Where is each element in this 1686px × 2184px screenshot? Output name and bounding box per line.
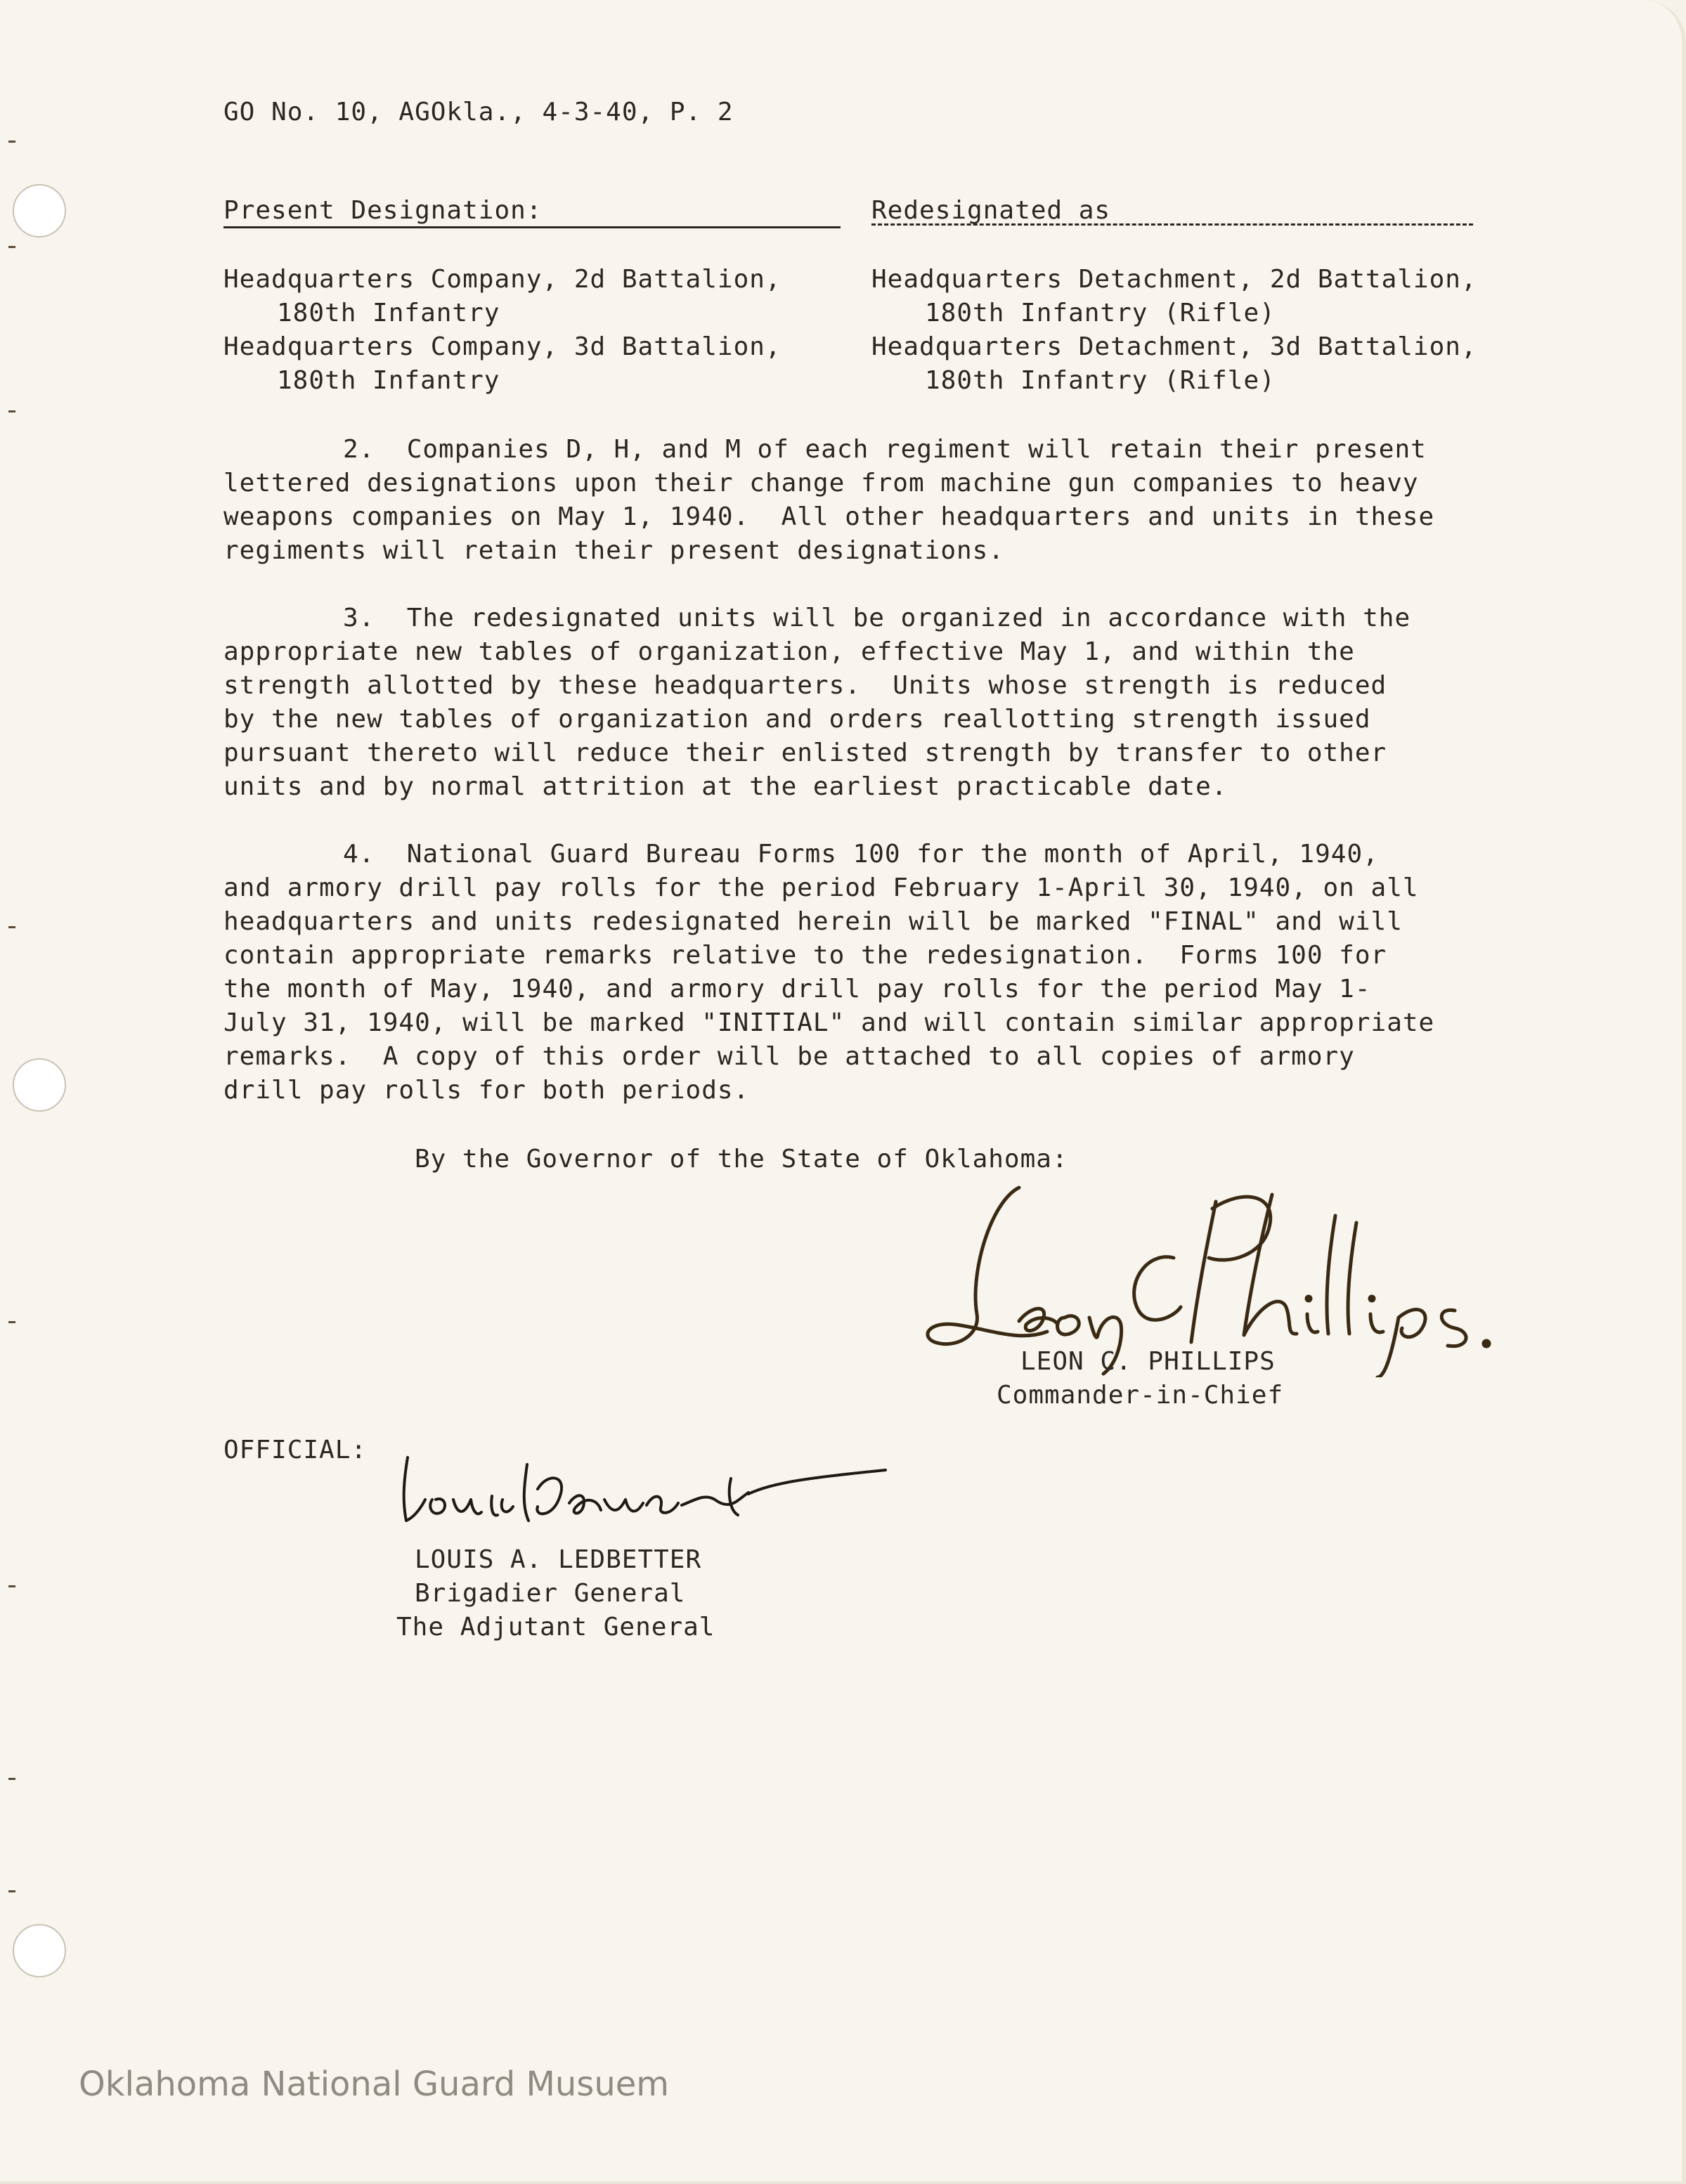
- margin-speck: [8, 1890, 15, 1892]
- adjutant-rank: Brigadier General: [415, 1579, 686, 1608]
- margin-speck: [8, 1778, 15, 1780]
- page-header: GO No. 10, AGOkla., 4-3-40, P. 2: [223, 98, 734, 126]
- present-designation-line: Headquarters Company, 3d Battalion,: [223, 332, 782, 361]
- margin-speck: [8, 926, 15, 928]
- paragraph-line: pursuant thereto will reduce their enlisted strength by transfer to other: [223, 739, 1387, 767]
- redesignated-line: Headquarters Detachment, 3d Battalion,: [871, 332, 1477, 361]
- paragraph-line: the month of May, 1940, and armory drill pay rolls for the period May 1-: [223, 975, 1371, 1003]
- paragraph-line: units and by normal attrition at the earliest practicable date.: [223, 772, 1228, 801]
- paragraph-line: July 31, 1940, will be marked "INITIAL" and will contain similar appropriate: [223, 1008, 1435, 1037]
- binder-hole-bottom: [13, 1924, 66, 1977]
- governor-name: LEON C. PHILLIPS: [1020, 1347, 1276, 1376]
- present-designation-line: Headquarters Company, 2d Battalion,: [223, 265, 782, 294]
- paragraph-line: headquarters and units redesignated herein will be marked "FINAL" and will: [223, 907, 1403, 936]
- by-governor-line: By the Governor of the State of Oklahoma:: [415, 1145, 1068, 1174]
- margin-speck: [8, 1321, 15, 1323]
- binder-hole-top: [13, 184, 66, 238]
- paragraph-line: 4. National Guard Bureau Forms 100 for the month of April, 1940,: [343, 840, 1379, 869]
- museum-watermark: Oklahoma National Guard Musuem: [79, 2065, 670, 2104]
- column-heading-present-underline: [223, 226, 841, 228]
- paragraph-line: drill pay rolls for both periods.: [223, 1076, 750, 1105]
- adjutant-name: LOUIS A. LEDBETTER: [415, 1545, 702, 1574]
- paragraph-line: and armory drill pay rolls for the period February 1-April 30, 1940, on all: [223, 873, 1419, 902]
- present-designation-line: 180th Infantry: [277, 366, 500, 395]
- margin-speck: [8, 1585, 15, 1587]
- margin-speck: [8, 141, 15, 143]
- adjutant-title: The Adjutant General: [396, 1613, 715, 1642]
- binder-hole-middle: [13, 1058, 66, 1112]
- paragraph-line: lettered designations upon their change from machine gun companies to heavy: [223, 469, 1419, 498]
- column-heading-redesignated: Redesignated as: [871, 196, 1111, 225]
- paragraph-line: appropriate new tables of organization, effective May 1, and within the: [223, 637, 1355, 666]
- redesignated-line: 180th Infantry (Rifle): [925, 366, 1276, 395]
- column-heading-redesignated-underline: [871, 223, 1473, 226]
- column-heading-present: Present Designation:: [223, 196, 543, 225]
- present-designation-line: 180th Infantry: [277, 299, 500, 327]
- paragraph-line: weapons companies on May 1, 1940. All other headquarters and units in these: [223, 502, 1435, 531]
- margin-speck: [8, 246, 15, 248]
- paragraph-line: strength allotted by these headquarters. Units whose strength is reduced: [223, 671, 1387, 700]
- paragraph-line: remarks. A copy of this order will be attached to all copies of armory: [223, 1042, 1355, 1071]
- governor-title: Commander-in-Chief: [997, 1381, 1284, 1410]
- paragraph-line: contain appropriate remarks relative to the redesignation. Forms 100 for: [223, 941, 1387, 970]
- margin-speck: [8, 410, 15, 412]
- adjutant-signature: [394, 1450, 900, 1535]
- paragraph-line: 2. Companies D, H, and M of each regiment will retain their present: [343, 435, 1427, 464]
- redesignated-line: Headquarters Detachment, 2d Battalion,: [871, 265, 1477, 294]
- redesignated-line: 180th Infantry (Rifle): [925, 299, 1276, 327]
- official-label: OFFICIAL:: [223, 1436, 368, 1464]
- paragraph-line: 3. The redesignated units will be organized in accordance with the: [343, 604, 1411, 632]
- paragraph-line: regiments will retain their present designations.: [223, 536, 1005, 565]
- paragraph-line: by the new tables of organization and orders reallotting strength issued: [223, 705, 1371, 734]
